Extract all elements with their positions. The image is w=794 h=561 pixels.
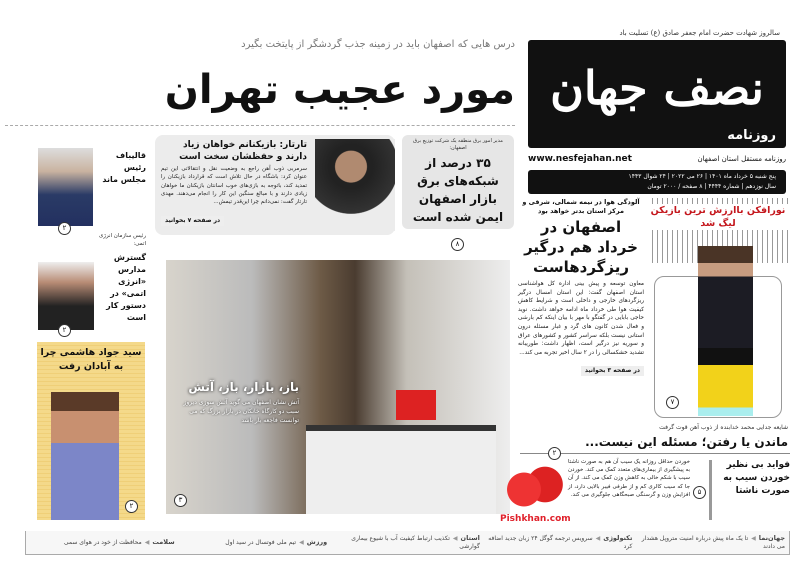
page-number-badge: ۳ <box>174 494 187 507</box>
ticker-text: سرویس ترجمه گوگل ۲۴ زبان جدید اضافه کرد <box>488 535 633 550</box>
weather-body: معاون توسعه و پیش بینی اداره کل هواشناسی استان اصفهان گفت: این استان امسال درگیر ریزگردهای خارجی و داخلی است و شرایط کاهش کیفیت هوا طی خرداد ماه ادامه خواهد داشت. نوید حاجی بابایی در گفتگو با مهر با بیان اینکه کم بارشی و فعال شدن کانون های گرد و غبار مسئله درون استانی نیست بلکه سراسر کشور و کشورهای عراق و سوریه نیز درگیر است، اظهار داشت: طوریبانه تشدید خشکسالی را در ۲ سال اخیر تجربه می کند... <box>518 281 644 356</box>
apple-headline[interactable]: فواید بی نظیر خوردن سیب به صورت ناشتا <box>723 460 790 496</box>
eslami-headline[interactable]: گسترش مدارس «انرژی اتمی» در دستور کار است <box>106 253 146 322</box>
masthead-logo <box>528 40 786 148</box>
tartar-body: سرمربی ذوب آهن راجع به وضعیت نقل و انتقالاتی این تیم عنوان کرد: باشگاه در حال تلاش است که قرارداد بازیکنان را تمدید کند، باتوجه به بازی‌های خوب اسانتان بازیکنان ما خواهان زیادی دارند و با مبالغ سنگین این کار را انجام می‌دهند. مهدی تارتار گفت: نمی‌دانم چرا این‌قدر تیمش... <box>161 166 307 206</box>
tartar-photo <box>315 139 395 231</box>
ticker-item[interactable] <box>183 538 328 547</box>
electric-kicker: مدیر امور برق منطقه یک شرکت توزیع برق اصفهان: <box>413 138 503 151</box>
nourafkan-box <box>648 198 788 420</box>
ticker-item[interactable] <box>335 534 480 551</box>
ticker-item[interactable] <box>640 534 785 551</box>
issue-line: سال نوزدهم | شماره ۴۴۴۴ | ۸ صفحه / ۲۰۰۰ تومان <box>647 183 776 190</box>
ticker-category: سلامت <box>152 538 175 546</box>
ticker-text: محافظت از خود در هوای سمی <box>63 539 142 546</box>
date-line: پنج شنبه ۵ خرداد ماه ۱۴۰۱ | ۲۶ می ۲۰۲۲ | ۲۴ شوال ۱۴۴۳ <box>628 173 776 180</box>
hashemi-headline[interactable]: سید جواد هاشمی چرا به آبادان رفت <box>40 347 142 372</box>
divider <box>5 125 515 126</box>
lead-kicker: درس هایی که اصفهان باید در زمینه جذب گردشگر از پایتخت بگیرد <box>241 39 515 50</box>
ghalibaf-headline[interactable]: قالیباف رئیس مجلس ماند <box>102 151 146 184</box>
lead-headline[interactable]: مورد عجیب تهران <box>164 67 515 113</box>
bazaar-headline[interactable]: باز، بازار، باز، آتش <box>188 380 299 394</box>
fire-truck <box>306 425 496 514</box>
watermark: Pishkhan.com <box>500 514 571 524</box>
arrow-icon: ◀ <box>299 539 304 546</box>
fire-truck-red <box>396 390 436 420</box>
tartar-box <box>155 135 395 235</box>
tartar-headline[interactable]: تارتار: بازیکنانم خواهان زیاد دارند و حفظشان سخت است <box>179 140 307 162</box>
page-number-badge: ۵ <box>693 486 706 499</box>
website-link[interactable]: www.nesfejahan.net <box>528 154 632 164</box>
ticker-category: تکنولوژی <box>603 534 633 542</box>
eslami-photo <box>38 262 94 330</box>
arrow-icon: ◀ <box>595 535 601 542</box>
masthead-subtitle: روزنامه مستقل استان اصفهان <box>697 155 786 163</box>
weather-story <box>518 198 644 376</box>
weather-more[interactable]: در صفحه ۳ بخوانید <box>581 366 644 376</box>
ticker-category: جهان‌نما <box>758 534 785 542</box>
hashemi-photo <box>51 392 119 520</box>
news-ticker <box>25 531 790 555</box>
arrow-icon: ◀ <box>452 535 458 542</box>
page-number-badge: ۷ <box>666 396 679 409</box>
apple-photo <box>503 462 563 512</box>
masthead-tagline: سالروز شهادت حضرت امام جعفر صادق (ع) تسلیت باد <box>619 29 780 37</box>
ticker-text: تکذیب ارتباط کیفیت آب با شیوع بیماری گوارشی <box>351 535 480 550</box>
apple-body: خوردن حداقل روزانه یک سیب آن هم به صورت ناشتا به پیشگیری از بیماری‌های متعدد کمک می کند. خوردن سیب با شکم خالی به کاهش وزن کمک می کند. از آن جا که سیب کالری کم و از طرفی فیبر بالایی دارد، از افزایش وزن و گرسنگی صبحگاهی جلوگیری می کند. <box>568 459 690 498</box>
ticker-text: تیم ملی فوتسال در سید اول <box>225 539 297 546</box>
date-bar <box>528 170 786 194</box>
tartar-more[interactable]: در صفحه ۷ بخوانید <box>161 216 224 226</box>
page-number-badge: ۲ <box>58 324 71 337</box>
arrow-icon: ◀ <box>751 535 756 542</box>
weather-headline[interactable]: اصفهان در خرداد هم درگیر ریزگردهاست <box>524 218 638 276</box>
page-number-badge: ۲ <box>58 222 71 235</box>
page-number-badge: ۸ <box>451 238 464 251</box>
ticker-category: ورزش <box>306 538 328 546</box>
bazaar-text <box>174 380 299 425</box>
ticker-item[interactable] <box>488 534 633 551</box>
logo-sub: روزنامه <box>727 128 776 143</box>
page-number-badge: ۲ <box>125 500 138 513</box>
ticker-category: استان <box>460 534 480 542</box>
khodabandeh-kicker: شایعه جدایی محمد خدابنده از ذوب آهن قوت گرفت <box>659 424 788 431</box>
nourafkan-headline[interactable]: نورافکن باارزش ترین بازیکن لیگ شد <box>648 204 788 230</box>
electric-box <box>402 135 514 229</box>
bazaar-photo <box>166 260 510 514</box>
divider <box>709 460 712 520</box>
ghalibaf-photo <box>38 148 93 226</box>
khodabandeh-headline[interactable]: ماندن یا رفتن؛ مسئله این نیست... <box>585 435 788 449</box>
eslami-kicker: رئیس سازمان انرژی اتمی: <box>98 233 146 247</box>
arrow-icon: ◀ <box>144 539 150 546</box>
electric-headline[interactable]: ۳۵ درصد از شبکه‌های برق بازار اصفهان ایمن شده است <box>412 156 504 224</box>
ticker-item[interactable] <box>30 538 175 547</box>
page-number-badge: ۲ <box>548 447 561 460</box>
nourafkan-photo <box>698 246 753 416</box>
weather-kicker: آلودگی هوا در نیمه شمالی، شرقی و مرکز استان بدتر خواهد بود <box>522 198 640 215</box>
hashemi-box <box>37 342 145 520</box>
ticker-text: تا یک ماه پیش درباره امنیت متروپل هشدار می دادند <box>641 535 785 550</box>
bazaar-caption: آتش نشان اصفهان می گوید آتش سوزی دیروز سبب دو کارگاه خانکان در بازار بزرگ که می توانست فاجعه بار باشد <box>183 399 299 424</box>
logo-text: نصف جهان <box>550 61 764 115</box>
